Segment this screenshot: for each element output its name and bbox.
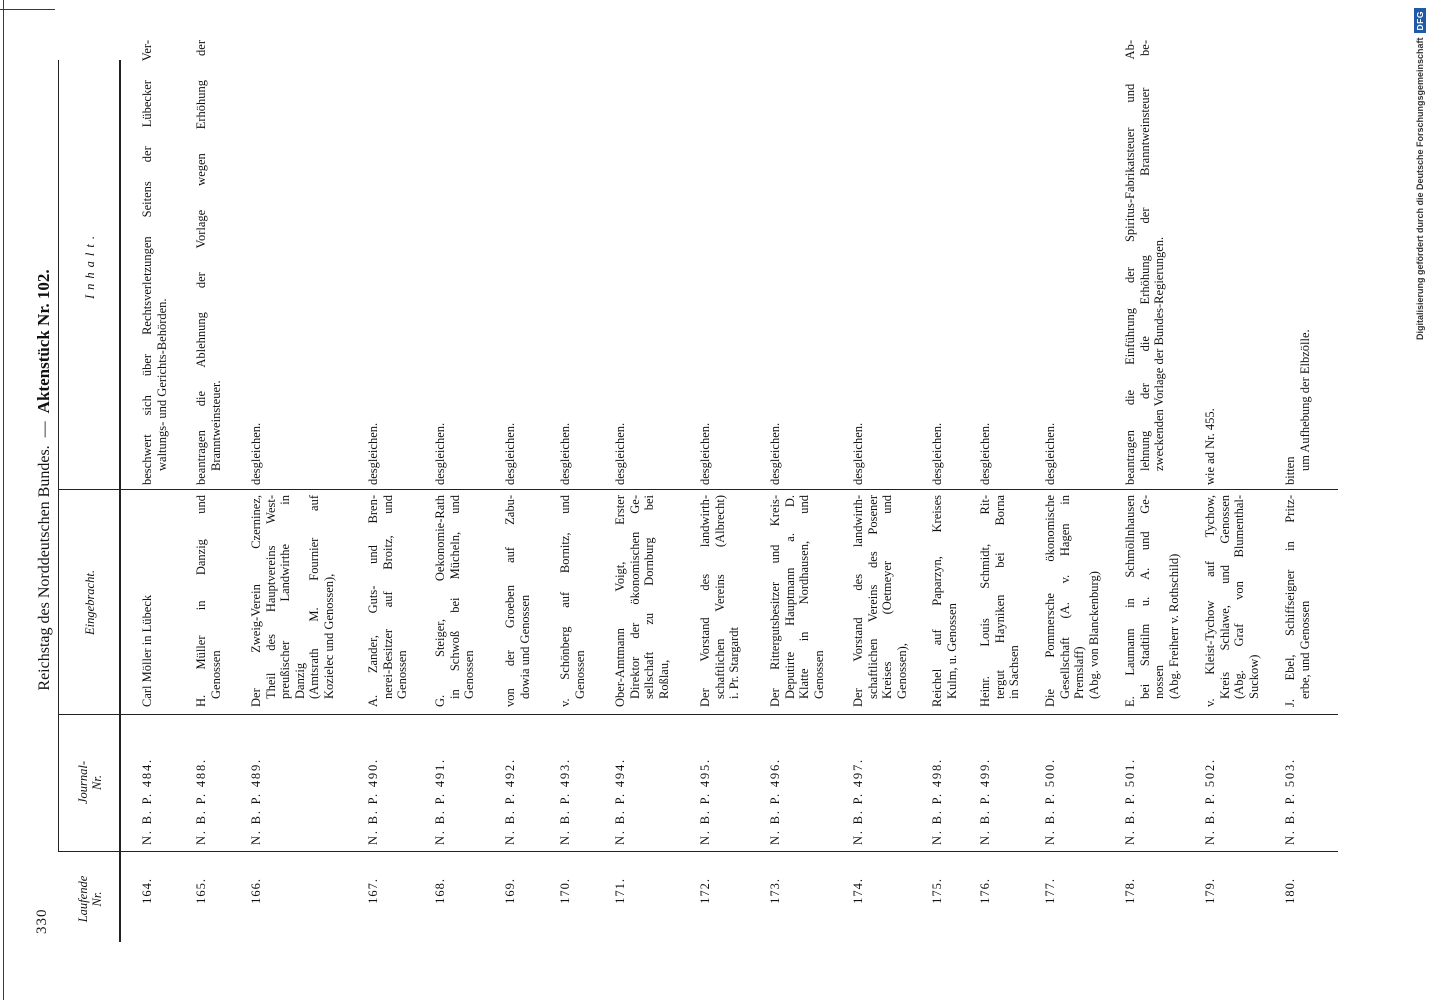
row-number: 170. [558, 878, 572, 904]
submitted-by-line: Roßlau, [656, 659, 671, 699]
journal-number: N. B. P. 503. [1283, 758, 1297, 845]
content-line: lehnung der die Erhöhung der Branntweinsteuer be- [1137, 40, 1152, 471]
content-cell [978, 40, 993, 485]
content-line: wie ad Nr. 455. [1203, 408, 1217, 485]
row-number: 168. [433, 878, 447, 904]
submitted-by-line: in Schwoß bei Mücheln, und [447, 495, 462, 699]
submitted-by-cell [503, 495, 532, 707]
journal-number: N. B. P. 495. [698, 758, 712, 845]
page-number: 330 [34, 908, 50, 934]
journal-number: N. B. P. 490. [366, 758, 380, 845]
document-reference: Aktenstück Nr. 102. [34, 269, 53, 414]
content-cell [1123, 40, 1167, 485]
column-header-line: Eingebracht. [83, 570, 97, 635]
submitted-by-cell [698, 495, 742, 707]
submitted-by-line: (Abg. von Blanckenburg) [1086, 571, 1101, 699]
content-cell [768, 40, 783, 485]
row-number: 172. [698, 878, 712, 904]
content-line: um Aufhebung der Elbzölle. [1297, 329, 1312, 471]
row-number: 165. [194, 878, 208, 904]
submitted-by-line: G. Steiger, Oekonomie-Rath [433, 495, 447, 707]
content-cell [930, 40, 945, 485]
content-cell [1043, 40, 1058, 485]
column-header-line: Laufende [76, 875, 90, 923]
content-line: beschwert sich über Rechtsverletzungen Seitens der Lübecker Ver- [140, 40, 154, 485]
content-cell [1203, 40, 1218, 485]
submitted-by-line: schaftlichen Vereins des Posener [865, 495, 880, 699]
submitted-by-line: Genossen [208, 650, 223, 699]
row-number: 173. [768, 878, 782, 904]
submitted-by-cell [1123, 495, 1181, 707]
title-separator: — [36, 421, 53, 438]
submitted-by-line: E. Laumann in Schmöllnhausen [1123, 495, 1137, 707]
row-number: 166. [249, 878, 263, 904]
dfg-logo: DFG [1414, 8, 1426, 33]
submitted-by-line: Deputirte Hauptmann a. D. [782, 495, 797, 699]
header-rule [58, 60, 59, 852]
column-separator [58, 851, 1338, 852]
submitted-by-line: Die Pommersche ökonomische [1043, 495, 1057, 707]
submitted-by-line: Der Vorstand des landwirth- [698, 495, 712, 707]
digitization-credit [1413, 8, 1427, 400]
content-line: desgleichen. [978, 422, 992, 485]
submitted-by-line: Genossen [811, 650, 826, 699]
journal-number: N. B. P. 493. [558, 758, 572, 845]
submitted-by-line: Genossen [572, 650, 587, 699]
journal-number: N. B. P. 496. [768, 758, 782, 845]
submitted-by-line: Theil des Hauptvereins West- [263, 495, 278, 699]
journal-number: N. B. P. 491. [433, 758, 447, 845]
submitted-by-cell [1203, 495, 1261, 707]
content-line: desgleichen. [613, 422, 627, 485]
submitted-by-line: Reichel auf Paparzyn, Kreises [930, 495, 944, 707]
submitted-by-line: Genossen [462, 650, 476, 699]
content-cell [366, 40, 381, 485]
content-cell [433, 40, 448, 485]
column-header-eingebracht [62, 490, 118, 715]
submitted-by-line: tergut Hayniken bei Borna [992, 495, 1007, 699]
submitted-by-cell [930, 495, 959, 707]
row-number: 176. [978, 878, 992, 904]
submitted-by-line: (Abg. Freiherr v. Rothschild) [1166, 553, 1181, 699]
journal-number: N. B. P. 492. [503, 758, 517, 845]
submitted-by-line: Genossen [395, 650, 409, 699]
submitted-by-line: Genossen), [894, 643, 909, 699]
submitted-by-line: i. Pr. Stargardt [727, 627, 741, 699]
journal-number: N. B. P. 488. [194, 758, 208, 845]
journal-number: N. B. P. 499. [978, 758, 992, 845]
content-cell [558, 40, 573, 485]
submitted-by-cell [194, 495, 223, 707]
column-header-inhalt [62, 40, 118, 490]
submitted-by-line: Klatte in Nordhausen, und [797, 495, 811, 699]
content-line: desgleichen. [768, 422, 782, 485]
scan-edge-line [3, 0, 4, 1000]
submitted-by-line: Heinr. Louis Schmidt, Rit- [978, 495, 992, 707]
submitted-by-line: J. Ebel, Schiffseigner in Pritz- [1283, 495, 1297, 707]
submitted-by-line: Kreises (Oetmeyer und [880, 495, 894, 699]
submitted-by-line: v. Kleist-Tychow auf Tychow, [1203, 495, 1217, 707]
column-separator [58, 714, 1338, 715]
submitted-by-line: Kreis Schlawe, und Genossen [1217, 495, 1232, 699]
row-number: 164. [140, 878, 154, 904]
submitted-by-cell [978, 495, 1022, 707]
submitted-by-line: Ober-Amtmann Voigt, Erster [613, 495, 627, 707]
submitted-by-line: nerei-Besitzer auf Broitz, und [380, 495, 395, 699]
journal-number: N. B. P. 484. [140, 758, 154, 845]
submitted-by-line: schaftlichen Vereins (Albrecht) [712, 495, 727, 699]
submitted-by-cell [366, 495, 410, 707]
column-header-rule [119, 60, 121, 942]
row-number: 179. [1203, 878, 1217, 904]
row-number: 178. [1123, 878, 1137, 904]
submitted-by-line: dowia und Genossen [517, 594, 532, 699]
submitted-by-line: bei Stadtilm u. A. und Ge- [1137, 495, 1152, 699]
submitted-by-cell [851, 495, 909, 707]
journal-number: N. B. P. 500. [1043, 758, 1057, 845]
submitted-by-line: (Abg. Graf von Blumenthal- [1232, 495, 1246, 699]
running-title: Reichstag des Norddeutschen Bundes. [36, 445, 53, 691]
content-line: desgleichen. [249, 422, 263, 485]
column-separator [58, 489, 1338, 490]
submitted-by-line: in Sachsen [1007, 645, 1021, 699]
column-header-journal [62, 715, 118, 850]
submitted-by-line: Carl Möller in Lübeck [140, 594, 154, 707]
content-line: desgleichen. [558, 422, 572, 485]
submitted-by-line: erbe, und Genossen [1297, 600, 1312, 699]
journal-number: N. B. P. 494. [613, 758, 627, 845]
submitted-by-line: Kulm, u. Genossen [944, 603, 959, 699]
submitted-by-cell [768, 495, 826, 707]
row-number: 171. [613, 878, 627, 904]
submitted-by-cell [613, 495, 671, 707]
row-number: 175. [930, 878, 944, 904]
content-cell [194, 40, 223, 485]
submitted-by-line: Kozielec und Genossen), [321, 573, 336, 699]
submitted-by-cell [140, 495, 155, 707]
content-line: desgleichen. [930, 422, 944, 485]
column-header-lfd [62, 856, 118, 942]
row-number: 167. [366, 878, 380, 904]
row-number: 169. [503, 878, 517, 904]
submitted-by-line: v. Schönberg auf Bornitz, und [558, 495, 572, 707]
submitted-by-line: preußischer Landwirthe in [278, 495, 292, 699]
submitted-by-line: Premslaff) [1072, 646, 1086, 699]
submitted-by-cell [1043, 495, 1101, 707]
content-line: beantragen die Ablehnung der Vorlage wegen Erhöhung der [194, 40, 208, 485]
column-header-line: Nr. [90, 891, 104, 907]
journal-number: N. B. P. 501. [1123, 758, 1137, 845]
submitted-by-line: nossen [1152, 664, 1166, 699]
column-header-line: Journal- [76, 760, 90, 805]
submitted-by-line: H. Müller in Danzig und [194, 495, 208, 707]
content-line: desgleichen. [1043, 422, 1057, 485]
submitted-by-cell [1283, 495, 1312, 707]
submitted-by-line: A. Zander, Guts- und Bren- [366, 495, 380, 707]
journal-number: N. B. P. 502. [1203, 758, 1217, 845]
content-line: desgleichen. [503, 422, 517, 485]
content-cell [613, 40, 628, 485]
credit-text: Digitalisierung gefördert durch die Deutsche Forschungsgemeinschaft [1415, 37, 1425, 341]
submitted-by-line: sellschaft zu Dornburg bei [642, 495, 656, 699]
submitted-by-line: von der Groeben auf Zabu- [503, 495, 517, 707]
content-cell [1283, 40, 1312, 485]
content-line: desgleichen. [851, 422, 865, 485]
submitted-by-cell [558, 495, 587, 707]
content-line: desgleichen. [698, 422, 712, 485]
submitted-by-line: (Amtsrath M. Fournier auf [307, 495, 321, 699]
column-header-line: Nr. [90, 775, 104, 790]
submitted-by-line: Der Vorstand des landwirth- [851, 495, 865, 707]
submitted-by-line: Suckow) [1246, 654, 1261, 699]
content-cell [140, 40, 169, 485]
submitted-by-cell [249, 495, 336, 707]
journal-number: N. B. P. 489. [249, 758, 263, 845]
running-header [34, 240, 54, 720]
submitted-by-line: Gesellschaft (A. v. Hagen in [1057, 495, 1072, 699]
row-number: 177. [1043, 878, 1057, 904]
content-line: desgleichen. [366, 422, 380, 485]
content-cell [503, 40, 518, 485]
content-cell [851, 40, 866, 485]
journal-number: N. B. P. 497. [851, 758, 865, 845]
row-number: 174. [851, 878, 865, 904]
submitted-by-line: Der Rittergutsbesitzer und Kreis- [768, 495, 782, 707]
content-cell [249, 40, 264, 485]
submitted-by-line: Danzig [292, 662, 307, 699]
row-number: 180. [1283, 878, 1297, 904]
content-line: waltungs- und Gerichts-Behörden. [154, 298, 169, 471]
submitted-by-line: Direktor der ökonomischen Ge- [627, 495, 642, 699]
content-line: bitten [1283, 456, 1297, 485]
column-header-line: Inhalt. [83, 231, 97, 299]
scan-edge-mark [0, 9, 55, 10]
content-line: Branntweinsteuer. [208, 380, 223, 471]
journal-number: N. B. P. 498. [930, 758, 944, 845]
content-line: zweckenden Vorlage der Bundes-Regierungen. [1152, 236, 1166, 471]
submitted-by-cell [433, 495, 477, 707]
submitted-by-line: Der Zweig-Verein Czerninez, [249, 495, 263, 707]
content-cell [698, 40, 713, 485]
content-line: desgleichen. [433, 422, 447, 485]
content-line: beantragen die Einführung der Spiritus-Fabrikatsteuer und Ab- [1123, 40, 1137, 485]
